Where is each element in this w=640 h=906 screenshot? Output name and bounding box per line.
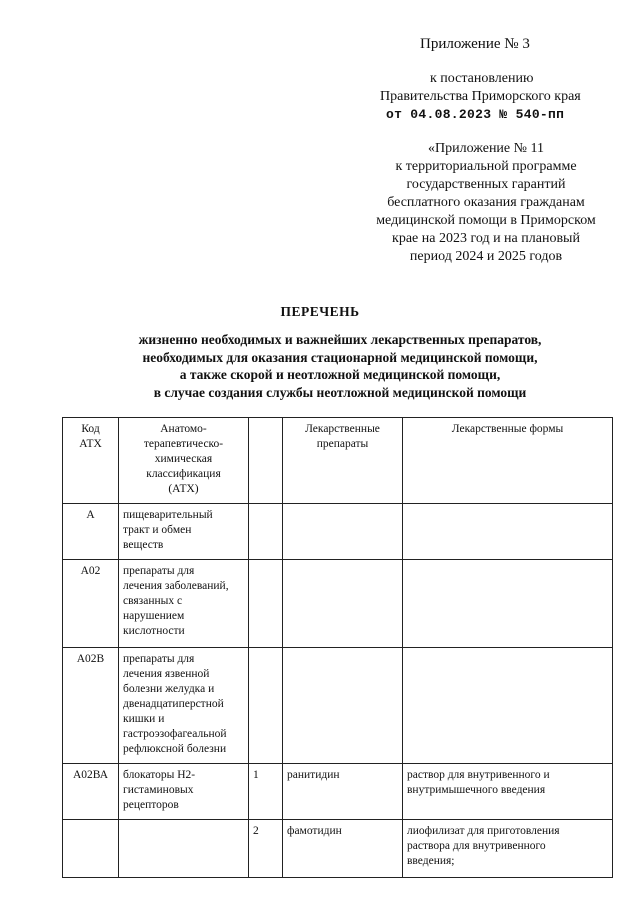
quoted-appendix-line: медицинской помощи в Приморском xyxy=(376,213,596,228)
row-form xyxy=(403,504,613,560)
table-row xyxy=(63,764,613,820)
classification-line: нарушением xyxy=(123,610,185,622)
quoted-appendix-line: период 2024 и 2025 годов xyxy=(409,249,563,264)
appendix-number: Приложение № 3 xyxy=(420,36,530,52)
row-form xyxy=(403,764,613,820)
table-row xyxy=(63,504,613,560)
document-title: ПЕРЕЧЕНЬ xyxy=(280,304,360,319)
header-classification-line: (АТХ) xyxy=(168,483,199,495)
header-classification-line: классификация xyxy=(146,468,221,480)
classification-line: тракт и обмен xyxy=(123,524,192,536)
government-text: Правительства Приморского края xyxy=(380,89,581,104)
row-number: 2 xyxy=(249,820,283,878)
quoted-appendix-line: крае на 2023 год и на плановый xyxy=(392,231,580,246)
header-classification-line: химическая xyxy=(154,453,213,465)
row-classification xyxy=(119,820,249,878)
classification-line: лечения язвенной xyxy=(123,668,210,680)
row-classification xyxy=(119,764,249,820)
drug-list-table xyxy=(62,417,613,878)
classification-line: препараты для xyxy=(123,653,195,665)
row-code: А xyxy=(63,504,119,560)
classification-line: пищеварительный xyxy=(123,509,213,521)
subtitle-line: в случае создания службы неотложной медицинской помощи xyxy=(153,384,527,400)
row-classification xyxy=(119,560,249,648)
row-number xyxy=(249,560,283,648)
form-line: введения; xyxy=(407,855,455,867)
row-drug: ранитидин xyxy=(283,764,403,820)
row-classification xyxy=(119,648,249,764)
row-drug xyxy=(283,560,403,648)
classification-line: рецепторов xyxy=(123,799,179,811)
row-number xyxy=(249,504,283,560)
row-code: А02ВА xyxy=(63,764,119,820)
row-form xyxy=(403,648,613,764)
form-line: раствор для внутривенного и xyxy=(407,769,550,781)
classification-line: болезни желудка и xyxy=(123,683,215,695)
classification-line: веществ xyxy=(123,539,164,551)
header-drugs-line: Лекарственные xyxy=(305,423,380,435)
row-number: 1 xyxy=(249,764,283,820)
table-row xyxy=(63,820,613,878)
header-number xyxy=(249,418,283,504)
classification-line: рефлюксной болезни xyxy=(123,743,227,755)
subtitle-line: необходимых для оказания стационарной медицинской помощи, xyxy=(142,349,538,365)
header-drugs xyxy=(283,418,403,504)
row-number xyxy=(249,648,283,764)
header-drugs-line: препараты xyxy=(316,438,369,450)
quoted-appendix-block xyxy=(352,140,620,266)
quoted-appendix-line: бесплатного оказания гражданам xyxy=(387,195,585,210)
header-code-line: АТХ xyxy=(79,438,102,450)
to-resolution-text: к постановлению xyxy=(430,71,534,86)
form-line: внутримышечного введения xyxy=(407,784,546,796)
classification-line: гастроэзофагеальной xyxy=(123,728,227,740)
quoted-appendix-line: «Приложение № 11 xyxy=(428,141,544,156)
classification-line: кислотности xyxy=(123,625,185,637)
quoted-appendix-line: к территориальной программе xyxy=(395,159,577,174)
resolution-date-number: от 04.08.2023 № 540-пп xyxy=(386,107,565,122)
header-classification xyxy=(119,418,249,504)
header-code xyxy=(63,418,119,504)
row-drug xyxy=(283,504,403,560)
row-form xyxy=(403,560,613,648)
row-code: А02 xyxy=(63,560,119,648)
table-header-row xyxy=(63,418,613,504)
header-classification-line: терапевтическо- xyxy=(143,438,224,450)
subtitle-line: жизненно необходимых и важнейших лекарственных препаратов, xyxy=(138,332,542,347)
row-drug: фамотидин xyxy=(283,820,403,878)
form-line: раствора для внутривенного xyxy=(407,840,546,852)
classification-line: препараты для xyxy=(123,565,195,577)
header-code-line: Код xyxy=(81,423,100,435)
classification-line: двенадцатиперстной xyxy=(123,698,224,710)
classification-line: блокаторы Н2- xyxy=(123,769,196,781)
classification-line: гистаминовых xyxy=(123,784,194,796)
classification-line: связанных с xyxy=(123,595,183,607)
classification-line: кишки и xyxy=(123,713,165,725)
document-subtitle xyxy=(60,331,620,401)
table-row xyxy=(63,648,613,764)
header-classification-line: Анатомо- xyxy=(160,423,207,435)
header-forms: Лекарственные формы xyxy=(403,418,613,504)
subtitle-line: а также скорой и неотложной медицинской помощи, xyxy=(179,367,501,382)
quoted-appendix-line: государственных гарантий xyxy=(406,177,566,192)
row-drug xyxy=(283,648,403,764)
row-code: А02В xyxy=(63,648,119,764)
form-line: лиофилизат для приготовления xyxy=(407,825,560,837)
row-classification xyxy=(119,504,249,560)
row-code xyxy=(63,820,119,878)
table-row xyxy=(63,560,613,648)
classification-line: лечения заболеваний, xyxy=(123,580,229,592)
row-form xyxy=(403,820,613,878)
